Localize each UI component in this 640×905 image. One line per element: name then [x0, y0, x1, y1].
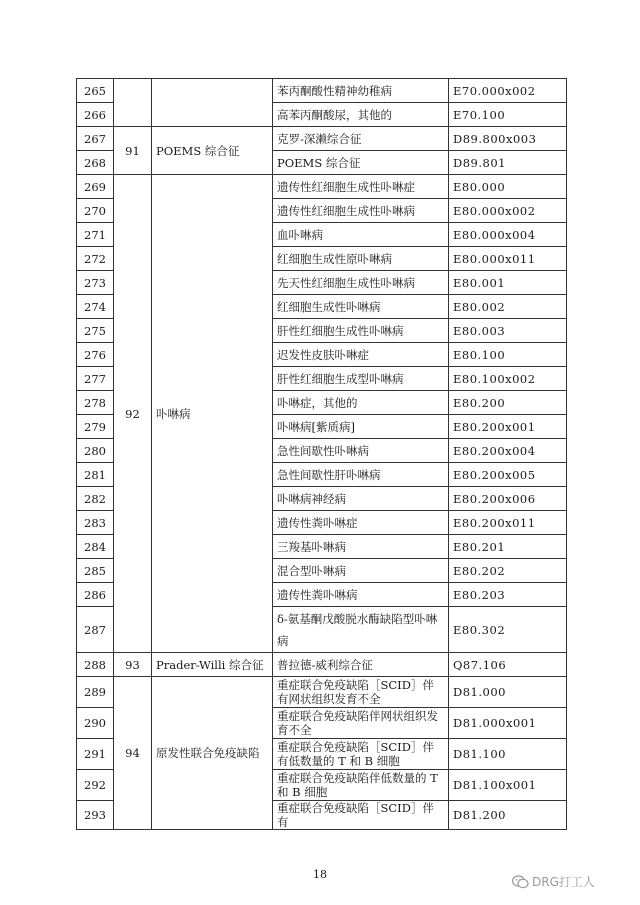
row-number: 282	[77, 487, 114, 511]
group-name-cell	[152, 79, 273, 127]
row-number: 276	[77, 343, 114, 367]
row-number: 281	[77, 463, 114, 487]
diagnosis-code: E80.200x006	[449, 487, 567, 511]
group-name: 原发性联合免疫缺陷	[152, 677, 273, 830]
diagnosis-name: 卟啉病神经病	[273, 487, 449, 511]
table-row	[77, 79, 567, 103]
diagnosis-name: 遗传性红细胞生成性卟啉病	[273, 199, 449, 223]
diagnosis-name: 先天性红细胞生成性卟啉病	[273, 271, 449, 295]
diagnosis-code: E80.003	[449, 319, 567, 343]
group-name: Prader-Willi 综合征	[152, 653, 273, 677]
diagnosis-code: E80.203	[449, 583, 567, 607]
diagnosis-name: 急性间歇性肝卟啉病	[273, 463, 449, 487]
group-id: 93	[114, 653, 152, 677]
diagnosis-code: E80.002	[449, 295, 567, 319]
diagnosis-name: 急性间歇性卟啉病	[273, 439, 449, 463]
diagnosis-code: D81.200	[449, 801, 567, 830]
diagnosis-name: 重症联合免疫缺陷［SCID］伴有低数量的 T 和 B 细胞	[273, 739, 449, 770]
diagnosis-name: 肝性红细胞生成性卟啉病	[273, 319, 449, 343]
diagnosis-name: POEMS 综合征	[273, 151, 449, 175]
row-number: 290	[77, 708, 114, 739]
diagnosis-name: 肝性红细胞生成型卟啉病	[273, 367, 449, 391]
diagnosis-name: 卟啉病[紫质病]	[273, 415, 449, 439]
row-number: 279	[77, 415, 114, 439]
diagnosis-name: 红细胞生成性卟啉病	[273, 295, 449, 319]
row-number: 273	[77, 271, 114, 295]
diagnosis-code: E80.200x011	[449, 511, 567, 535]
row-number: 289	[77, 677, 114, 708]
table-row	[77, 677, 567, 708]
watermark	[512, 873, 595, 890]
row-number: 292	[77, 770, 114, 801]
group-id: 92	[114, 175, 152, 653]
diagnosis-code: E80.000	[449, 175, 567, 199]
diagnosis-code: E80.100x002	[449, 367, 567, 391]
diagnosis-name: 遗传性粪卟啉病	[273, 583, 449, 607]
row-number: 288	[77, 653, 114, 677]
row-number: 270	[77, 199, 114, 223]
diagnosis-name: 普拉德-威利综合征	[273, 653, 449, 677]
diagnosis-code: E80.200x005	[449, 463, 567, 487]
diagnosis-code: E80.000x004	[449, 223, 567, 247]
row-number: 283	[77, 511, 114, 535]
group-id-cell	[114, 79, 152, 127]
diagnosis-code: E80.001	[449, 271, 567, 295]
row-number: 285	[77, 559, 114, 583]
diagnosis-code: E80.302	[449, 607, 567, 653]
group-id: 94	[114, 677, 152, 830]
watermark-text: DRG打工人	[532, 875, 595, 889]
diagnosis-code: E70.000x002	[449, 79, 567, 103]
diagnosis-code: D89.801	[449, 151, 567, 175]
diagnosis-name: 克罗-深濑综合征	[273, 127, 449, 151]
diagnosis-name: 高苯丙酮酸尿，其他的	[273, 103, 449, 127]
diagnosis-name: 重症联合免疫缺陷［SCID］伴有网状组织发育不全	[273, 677, 449, 708]
diagnosis-name: 红细胞生成性原卟啉病	[273, 247, 449, 271]
diagnosis-name: 重症联合免疫缺陷伴低数量的 T 和 B 细胞	[273, 770, 449, 801]
group-id: 91	[114, 127, 152, 175]
row-number: 274	[77, 295, 114, 319]
row-number: 275	[77, 319, 114, 343]
diagnosis-code: D81.000x001	[449, 708, 567, 739]
disease-code-table	[76, 78, 567, 830]
diagnosis-name: 三羧基卟啉病	[273, 535, 449, 559]
row-number: 267	[77, 127, 114, 151]
row-number: 280	[77, 439, 114, 463]
row-number: 265	[77, 79, 114, 103]
row-number: 269	[77, 175, 114, 199]
diagnosis-code: D89.800x003	[449, 127, 567, 151]
diagnosis-code: E80.201	[449, 535, 567, 559]
row-number: 266	[77, 103, 114, 127]
row-number: 291	[77, 739, 114, 770]
diagnosis-code: E80.200x004	[449, 439, 567, 463]
diagnosis-name: 遗传性粪卟啉症	[273, 511, 449, 535]
wechat-icon	[512, 875, 529, 889]
table-row	[77, 127, 567, 151]
diagnosis-name: 血卟啉病	[273, 223, 449, 247]
diagnosis-code: Q87.106	[449, 653, 567, 677]
diagnosis-name: 重症联合免疫缺陷［SCID］伴有	[273, 801, 449, 830]
diagnosis-code: E80.200x001	[449, 415, 567, 439]
diagnosis-code: D81.000	[449, 677, 567, 708]
row-number: 268	[77, 151, 114, 175]
diagnosis-name: 苯丙酮酸性精神幼稚病	[273, 79, 449, 103]
table-row	[77, 175, 567, 199]
diagnosis-code: E80.000x002	[449, 199, 567, 223]
row-number: 278	[77, 391, 114, 415]
row-number: 272	[77, 247, 114, 271]
diagnosis-name: 混合型卟啉病	[273, 559, 449, 583]
row-number: 293	[77, 801, 114, 830]
diagnosis-name: 遗传性红细胞生成性卟啉症	[273, 175, 449, 199]
page-number: 18	[313, 868, 327, 881]
diagnosis-code: E70.100	[449, 103, 567, 127]
diagnosis-name: δ-氨基酮戊酸脱水酶缺陷型卟啉病	[273, 607, 449, 653]
diagnosis-code: E80.200	[449, 391, 567, 415]
row-number: 287	[77, 607, 114, 653]
diagnosis-name: 重症联合免疫缺陷伴网状组织发育不全	[273, 708, 449, 739]
row-number: 277	[77, 367, 114, 391]
diagnosis-name: 迟发性皮肤卟啉症	[273, 343, 449, 367]
group-name: 卟啉病	[152, 175, 273, 653]
row-number: 286	[77, 583, 114, 607]
diagnosis-code: D81.100x001	[449, 770, 567, 801]
diagnosis-code: E80.202	[449, 559, 567, 583]
diagnosis-code: E80.100	[449, 343, 567, 367]
table-row	[77, 653, 567, 677]
row-number: 284	[77, 535, 114, 559]
diagnosis-code: E80.000x011	[449, 247, 567, 271]
diagnosis-name: 卟啉症，其他的	[273, 391, 449, 415]
group-name: POEMS 综合征	[152, 127, 273, 175]
row-number: 271	[77, 223, 114, 247]
diagnosis-code: D81.100	[449, 739, 567, 770]
